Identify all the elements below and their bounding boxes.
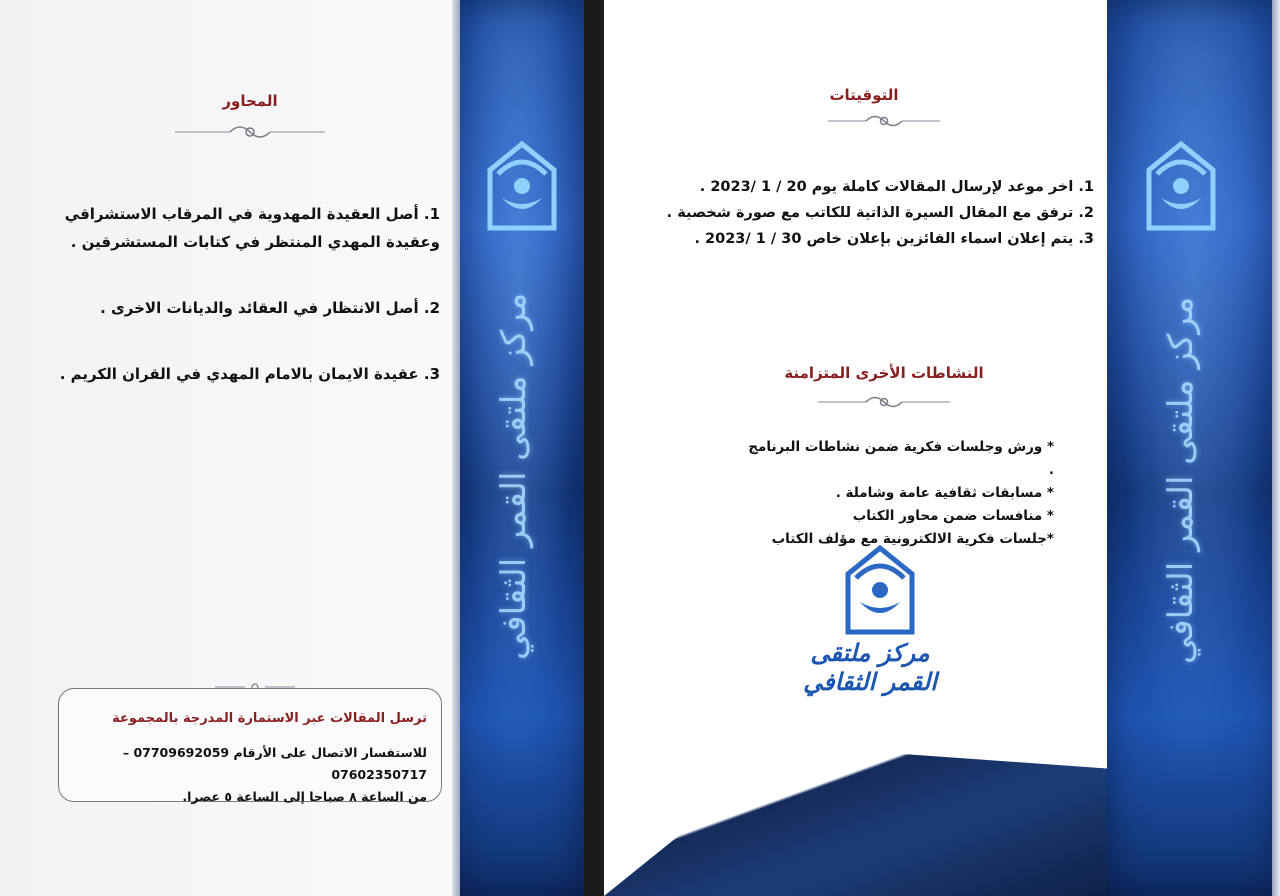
emblem-icon <box>840 544 920 636</box>
axes-heading: المحاور <box>222 92 278 110</box>
emblem-icon <box>1141 140 1221 232</box>
ornament-divider-icon <box>824 110 944 132</box>
right-blue-strip <box>1107 0 1280 896</box>
strip-calligraphy: مركز ملتقى القمر الثقافي <box>494 292 534 660</box>
emblem-icon <box>482 140 562 232</box>
activity-item-3: * منافسات ضمن محاور الكتاب <box>852 508 1054 524</box>
timings-list <box>624 174 1094 252</box>
axis-item-3: 3. عقيدة الايمان بالامام المهدي في القران الكريم . <box>59 365 440 383</box>
ornament-divider-icon <box>170 120 330 144</box>
contact-note-box <box>58 688 442 802</box>
activities-heading: النشاطات الأخرى المتزامنة <box>784 364 984 382</box>
axes-list <box>30 200 440 388</box>
timings-heading: التوقيتات <box>829 86 899 104</box>
axis-item-2: 2. أصل الانتظار في العقائد والديانات الاخرى . <box>100 299 440 317</box>
strip-calligraphy: مركز ملتقى القمر الثقافي <box>1161 296 1201 664</box>
timing-item-2: 2. ترفق مع المقال السيرة الذاتية للكاتب مع صورة شخصية . <box>666 205 1094 221</box>
activity-item-1: * ورش وجلسات فكرية ضمن نشاطات البرنامج . <box>748 439 1054 478</box>
left-blue-strip <box>452 0 584 896</box>
axis-item-1b: وعقيدة المهدي المنتظر في كتابات المستشرقين . <box>70 233 440 251</box>
timing-item-1: 1. اخر موعد لإرسال المقالات كاملة يوم 20 / 1 /2023 . <box>699 179 1094 195</box>
contact-hours: من الساعة ٨ صباحا إلى الساعة ٥ عصرا. <box>182 789 427 804</box>
left-page <box>0 0 452 896</box>
activity-item-2: * مسابقات ثقافية عامة وشاملة . <box>835 485 1054 501</box>
timing-item-3: 3. يتم إعلان اسماء الفائزين بإعلان خاص 30 / 1 /2023 . <box>694 231 1094 247</box>
activity-item-4: *جلسات فكرية الالكترونية مع مؤلف الكتاب <box>771 531 1054 547</box>
activities-list <box>744 436 1054 551</box>
ornament-divider-icon <box>814 390 954 414</box>
contact-phones: للاستفسار الاتصال على الأرقام 07709692059 – 07602350717 <box>122 745 427 782</box>
center-logo-text: مركز ملتقى القمر الثقافي <box>803 638 937 696</box>
page-gutter <box>584 0 604 896</box>
submission-note: ترسل المقالات عبر الاستمارة المدرجة بالمجموعة <box>112 711 427 726</box>
right-page <box>604 0 1107 896</box>
axis-item-1a: 1. أصل العقيدة المهدوية في المرقاب الاستشراقي <box>64 205 440 223</box>
